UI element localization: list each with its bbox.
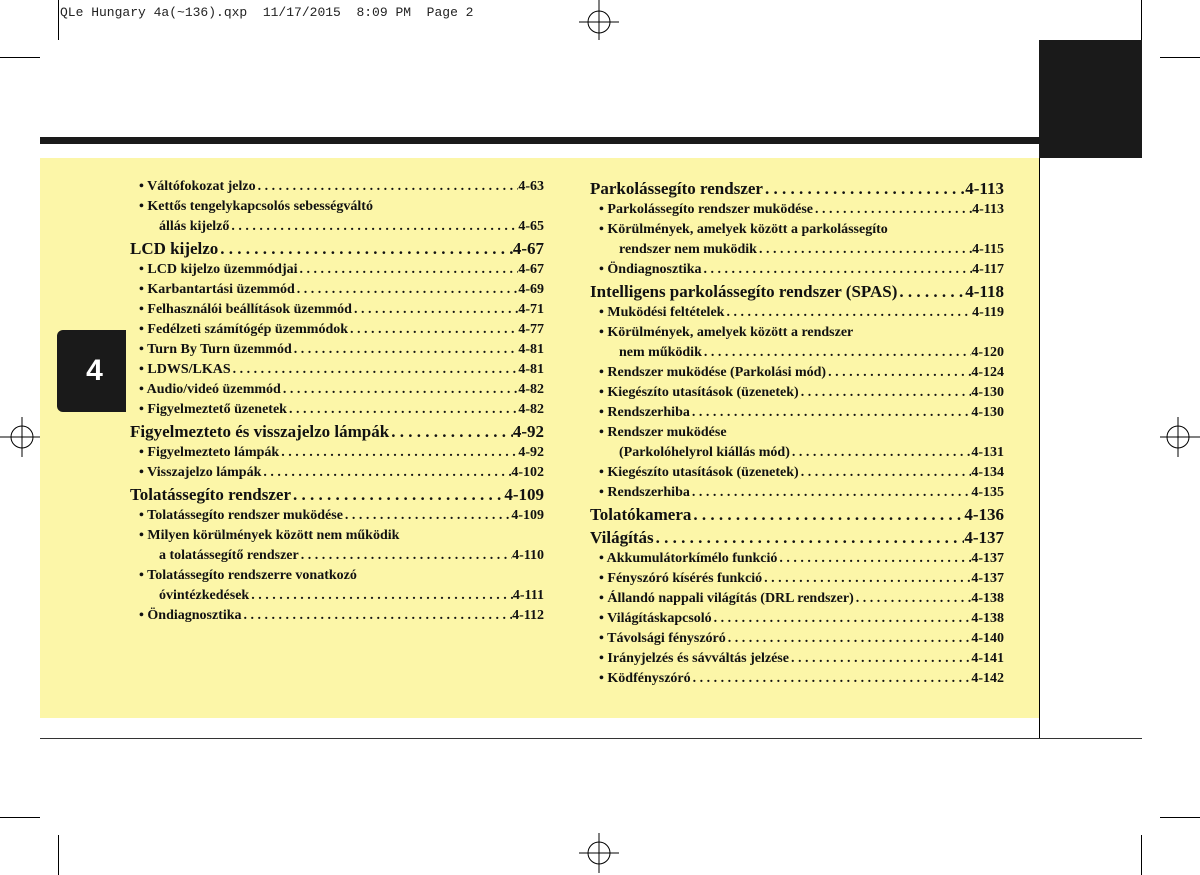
crop-line (1160, 817, 1200, 818)
toc-heading[interactable] (590, 526, 1004, 549)
dot-leader (726, 629, 972, 649)
toc-page-number: 4-135 (971, 485, 1004, 500)
toc-page-number: 4-109 (504, 485, 544, 504)
toc-entry[interactable] (130, 380, 544, 400)
dot-leader (352, 300, 518, 320)
toc-entry[interactable] (590, 569, 1004, 589)
toc-heading[interactable] (590, 177, 1004, 200)
toc-entry[interactable] (130, 260, 544, 280)
toc-entry-title: • Rendszerhiba (599, 483, 690, 503)
toc-page-number: 4-63 (518, 179, 544, 194)
toc-entry[interactable] (130, 320, 544, 340)
toc-entry[interactable] (130, 400, 544, 420)
dot-leader (799, 383, 972, 403)
toc-heading[interactable] (130, 420, 544, 443)
toc-heading[interactable] (590, 503, 1004, 526)
toc-entry-title: • Kiegészíto utasítások (üzenetek) (599, 463, 799, 483)
toc-entry-title: • Ködfényszóró (599, 669, 691, 689)
dot-leader (813, 200, 972, 220)
dot-leader (702, 343, 971, 363)
toc-entry-title: rendszer nem muködik (619, 242, 757, 257)
toc-entry-title: Körülmények, amelyek között a parkolássegíto (607, 222, 888, 237)
bullet-icon: • (139, 568, 148, 583)
dot-leader (343, 506, 511, 526)
crop-line (58, 0, 59, 40)
dot-leader (291, 483, 504, 506)
toc-entry[interactable] (130, 546, 544, 566)
toc-entry[interactable] (130, 177, 544, 197)
crop-line (0, 817, 40, 818)
dot-leader (854, 589, 972, 609)
registration-mark-right (1160, 417, 1200, 457)
toc-entry-title: a tolatássegítő rendszer (159, 548, 299, 563)
toc-entry[interactable] (130, 526, 544, 546)
toc-entry[interactable] (130, 506, 544, 526)
toc-entry[interactable] (130, 217, 544, 237)
toc-entry[interactable] (590, 629, 1004, 649)
toc-entry-title: Rendszer muködése (607, 425, 727, 440)
dot-leader (763, 177, 965, 200)
dot-leader (287, 400, 518, 420)
toc-entry[interactable] (590, 383, 1004, 403)
toc-entry-title: • LDWS/LKAS (139, 360, 231, 380)
toc-entry-title: állás kijelző (159, 219, 230, 234)
toc-page-number: 4-65 (518, 219, 544, 234)
dot-leader (299, 546, 512, 566)
toc-entry-title: • Irányjelzés és sávváltás jelzése (599, 649, 789, 669)
toc-entry-title: • Karbantartási üzemmód (139, 280, 295, 300)
toc-entry[interactable] (130, 566, 544, 586)
dot-leader (279, 443, 518, 463)
dot-leader (654, 526, 965, 549)
bullet-icon: • (139, 528, 148, 543)
toc-entry[interactable] (590, 483, 1004, 503)
toc-entry-title: • Kiegészíto utasítások (üzenetek) (599, 383, 799, 403)
toc-entry[interactable] (130, 606, 544, 626)
toc-page-number: 4-131 (971, 445, 1004, 460)
bullet-icon: • (599, 325, 608, 340)
toc-entry-title: Világítás (590, 528, 654, 547)
toc-entry-title: • Fedélzeti számítógép üzemmódok (139, 320, 348, 340)
toc-entry-title: Intelligens parkolássegíto rendszer (SPAS) (590, 282, 898, 301)
toc-entry-title: Tolatókamera (590, 505, 692, 524)
crop-line (1141, 835, 1142, 875)
dot-leader (690, 403, 971, 423)
crop-line (1160, 57, 1200, 58)
toc-entry-title: • Turn By Turn üzemmód (139, 340, 292, 360)
toc-page-number: 4-82 (518, 402, 544, 417)
dot-leader (295, 280, 519, 300)
toc-entry-title: • Váltófokozat jelzo (139, 177, 256, 197)
dot-leader (826, 363, 971, 383)
toc-entry[interactable] (590, 303, 1004, 323)
toc-page-number: 4-113 (972, 202, 1004, 217)
toc-page-number: 4-120 (971, 345, 1004, 360)
dot-leader (691, 669, 972, 689)
toc-page-number: 4-81 (518, 362, 544, 377)
toc-entry[interactable] (590, 343, 1004, 363)
toc-page-number: 4-111 (512, 588, 544, 603)
toc-entry[interactable] (590, 260, 1004, 280)
toc-heading[interactable] (130, 237, 544, 260)
dot-leader (712, 609, 972, 629)
toc-entry-title: • Rendszerhiba (599, 403, 690, 423)
dot-leader (790, 443, 971, 463)
toc-page-number: 4-137 (971, 551, 1004, 566)
toc-page-number: 4-113 (965, 179, 1004, 198)
bullet-icon: • (599, 425, 608, 440)
toc-page-number: 4-130 (971, 385, 1004, 400)
toc-entry[interactable] (130, 463, 544, 483)
toc-page-number: 4-67 (512, 239, 544, 258)
bullet-icon: • (139, 199, 148, 214)
toc-page-number: 4-92 (518, 445, 544, 460)
toc-entry-title: Kettős tengelykapcsolós sebességváltó (147, 199, 373, 214)
toc-entry[interactable] (590, 423, 1004, 443)
print-slug: QLe Hungary 4a(~136).qxp 11/17/2015 8:09 PM Page 2 (60, 5, 474, 20)
toc-page-number: 4-110 (512, 548, 544, 563)
chapter-number: 4 (86, 354, 103, 387)
toc-page-number: 4-130 (971, 405, 1004, 420)
toc-entry[interactable] (590, 463, 1004, 483)
toc-entry-title: • Öndiagnosztika (599, 260, 702, 280)
toc-page-number: 4-118 (965, 282, 1004, 301)
dot-leader (690, 483, 971, 503)
toc-page-number: 4-124 (971, 365, 1004, 380)
toc-entry-title: óvintézkedések (159, 588, 250, 603)
toc-entry[interactable] (590, 589, 1004, 609)
dot-leader (292, 340, 519, 360)
toc-entry[interactable] (590, 323, 1004, 343)
toc-entry[interactable] (590, 649, 1004, 669)
toc-entry[interactable] (590, 240, 1004, 260)
dot-leader (298, 260, 519, 280)
toc-entry[interactable] (130, 360, 544, 380)
dot-leader (229, 217, 518, 237)
toc-right-column (590, 177, 1004, 689)
toc-entry-title: Tolatássegíto rendszer (130, 485, 292, 504)
crop-line (1141, 0, 1142, 40)
crop-line (0, 57, 40, 58)
toc-entry-title: Figyelmezteto és visszajelzo lámpák (130, 422, 390, 441)
dot-leader (261, 463, 511, 483)
dot-leader (389, 420, 513, 443)
toc-entry-title: • Visszajelzo lámpák (139, 463, 261, 483)
toc-entry-title: • Muködési feltételek (599, 303, 724, 323)
toc-page-number: 4-138 (971, 591, 1004, 606)
toc-entry-title: Körülmények, amelyek között a rendszer (607, 325, 854, 340)
toc-entry-title: • Felhasználói beállítások üzemmód (139, 300, 352, 320)
toc-entry-title: • Figyelmezteto lámpák (139, 443, 279, 463)
toc-entry-title: • Állandó nappali világítás (DRL rendszer) (599, 589, 854, 609)
toc-entry-title: • Parkolássegíto rendszer muködése (599, 200, 813, 220)
toc-page-number: 4-71 (518, 302, 544, 317)
bullet-icon: • (599, 222, 608, 237)
registration-mark-top (579, 0, 619, 40)
dot-leader (789, 649, 971, 669)
toc-page-number: 4-136 (964, 505, 1004, 524)
toc-entry[interactable] (590, 220, 1004, 240)
dot-leader (218, 237, 513, 260)
dot-leader (691, 503, 964, 526)
toc-page-number: 4-138 (971, 611, 1004, 626)
registration-mark-left (0, 417, 40, 457)
toc-page-number: 4-140 (971, 631, 1004, 646)
toc-entry[interactable] (590, 443, 1004, 463)
toc-entry-title: (Parkolóhelyrol kiállás mód) (619, 445, 790, 460)
toc-heading[interactable] (130, 483, 544, 506)
toc-page-number: 4-92 (512, 422, 544, 441)
toc-entry[interactable] (590, 549, 1004, 569)
toc-entry[interactable] (590, 403, 1004, 423)
toc-entry[interactable] (130, 197, 544, 217)
dot-leader (724, 303, 972, 323)
toc-entry[interactable] (130, 300, 544, 320)
toc-page-number: 4-134 (971, 465, 1004, 480)
toc-entry-title: • Rendszer muködése (Parkolási mód) (599, 363, 826, 383)
toc-page-number: 4-112 (512, 608, 544, 623)
toc-entry-title: Parkolássegíto rendszer (590, 179, 763, 198)
toc-entry[interactable] (130, 280, 544, 300)
toc-entry-title: • LCD kijelzo üzemmódjai (139, 260, 298, 280)
toc-entry-title: Tolatássegíto rendszerre vonatkozó (147, 568, 357, 583)
crop-line (58, 835, 59, 875)
toc-entry[interactable] (130, 586, 544, 606)
toc-page-number: 4-142 (971, 671, 1004, 686)
dot-leader (348, 320, 518, 340)
toc-page-number: 4-137 (964, 528, 1004, 547)
toc-page-number: 4-69 (518, 282, 544, 297)
toc-page-number: 4-81 (518, 342, 544, 357)
chapter-tab (57, 330, 126, 412)
toc-page-number: 4-102 (511, 465, 544, 480)
top-rule (40, 137, 1142, 144)
toc-page-number: 4-141 (971, 651, 1004, 666)
toc-page-number: 4-77 (518, 322, 544, 337)
registration-mark-bottom (579, 833, 619, 873)
toc-heading[interactable] (590, 280, 1004, 303)
toc-entry[interactable] (590, 669, 1004, 689)
dot-leader (762, 569, 971, 589)
toc-entry[interactable] (130, 340, 544, 360)
toc-entry[interactable] (590, 363, 1004, 383)
toc-entry-title: LCD kijelzo (130, 239, 219, 258)
toc-page-number: 4-115 (972, 242, 1004, 257)
toc-page-number: 4-117 (972, 262, 1004, 277)
toc-entry-title: • Világításkapcsoló (599, 609, 712, 629)
dot-leader (231, 360, 519, 380)
toc-page-number: 4-109 (511, 508, 544, 523)
dot-leader (702, 260, 973, 280)
toc-entry-title: nem működik (619, 345, 702, 360)
toc-page-number: 4-67 (518, 262, 544, 277)
toc-entry-title: • Audio/videó üzemmód (139, 380, 281, 400)
toc-entry-title: Milyen körülmények között nem működik (147, 528, 400, 543)
toc-entry-title: • Távolsági fényszóró (599, 629, 726, 649)
dot-leader (249, 586, 513, 606)
dot-leader (799, 463, 972, 483)
toc-page-number: 4-82 (518, 382, 544, 397)
toc-entry[interactable] (590, 200, 1004, 220)
bottom-rule (40, 738, 1142, 739)
dot-leader (777, 549, 971, 569)
dot-leader (897, 280, 965, 303)
toc-page-number: 4-137 (971, 571, 1004, 586)
toc-left-column (130, 177, 544, 626)
dot-leader (256, 177, 519, 197)
dot-leader (757, 240, 972, 260)
toc-entry-title: • Öndiagnosztika (139, 606, 242, 626)
toc-entry-title: • Fényszóró kísérés funkció (599, 569, 762, 589)
toc-entry-title: • Tolatássegíto rendszer muködése (139, 506, 343, 526)
toc-entry-title: • Figyelmeztető üzenetek (139, 400, 287, 420)
dot-leader (242, 606, 513, 626)
dot-leader (281, 380, 519, 400)
toc-page-number: 4-119 (972, 305, 1004, 320)
toc-entry[interactable] (130, 443, 544, 463)
toc-entry-title: • Akkumulátorkímélo funkció (599, 549, 777, 569)
toc-entry[interactable] (590, 609, 1004, 629)
